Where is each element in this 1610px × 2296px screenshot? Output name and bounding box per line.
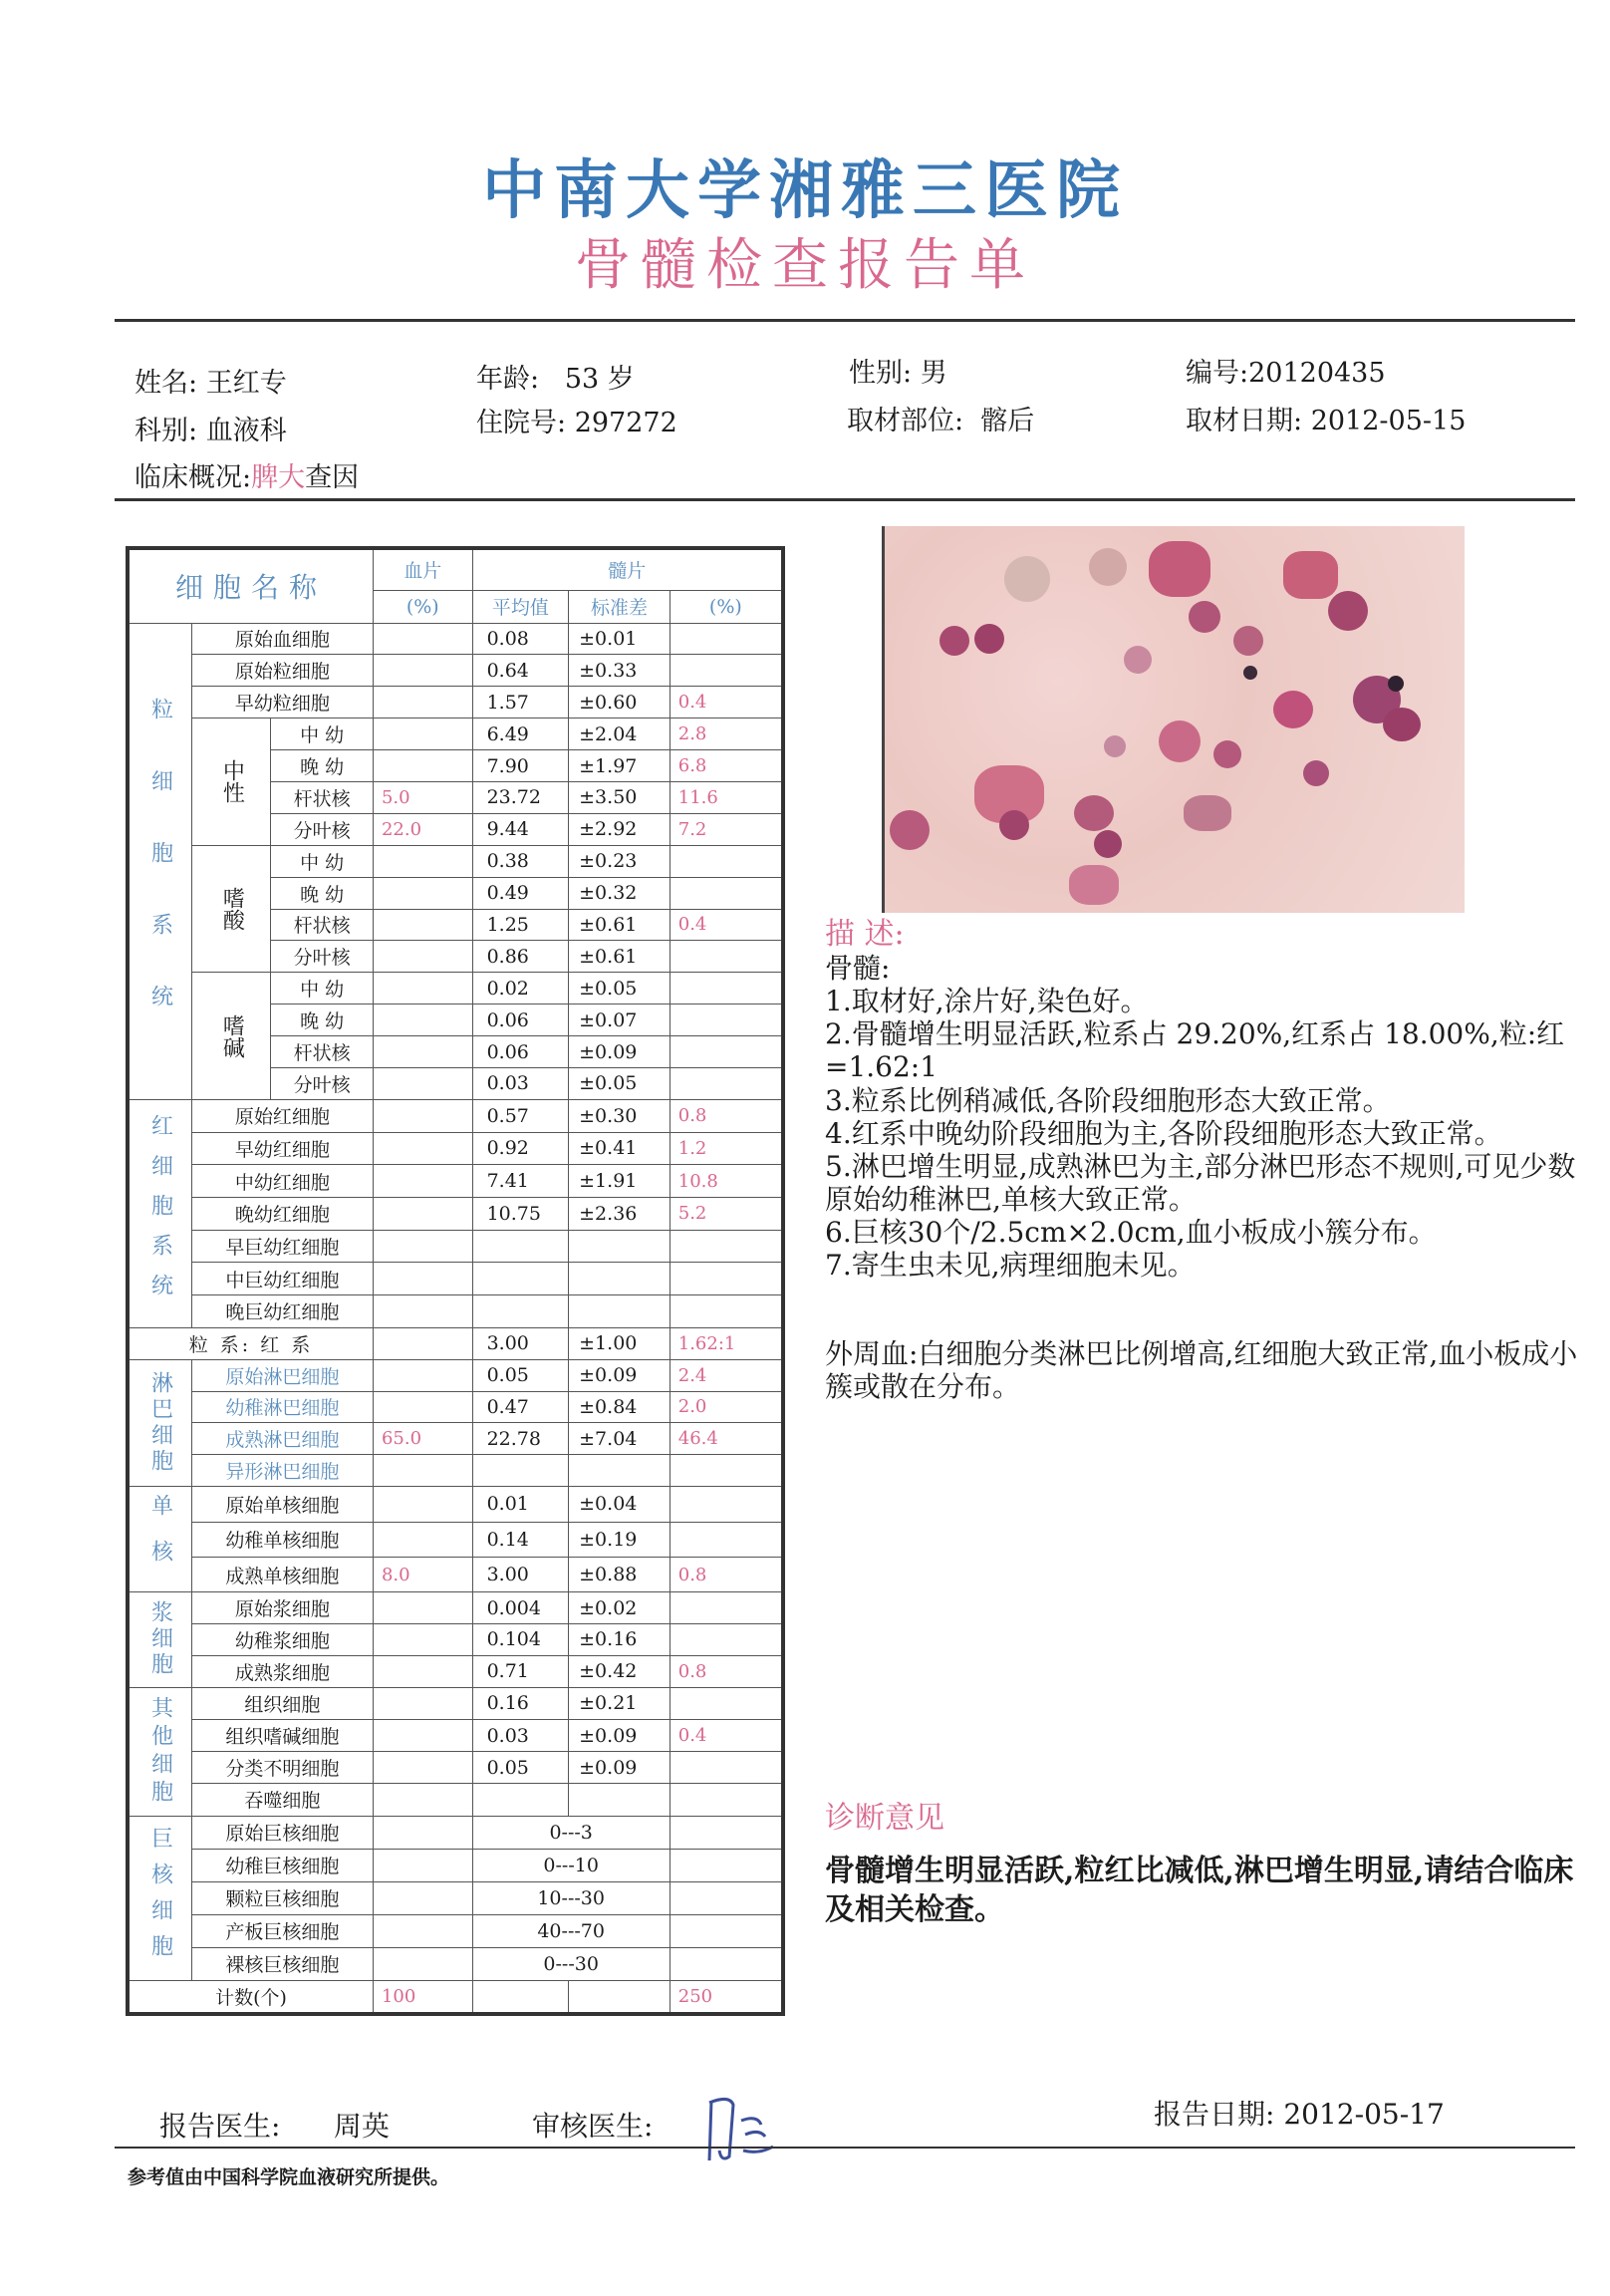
col-cell-name: 细胞名称 bbox=[128, 548, 373, 623]
sex-field: 性别: 男 bbox=[849, 358, 947, 389]
table-row: 幼稚巨核细胞 0---10 bbox=[128, 1849, 783, 1881]
table-row: 杆状核 1.25 ±0.61 0.4 bbox=[128, 909, 783, 941]
table-row: 其他细胞 组织细胞 0.16 ±0.21 bbox=[128, 1687, 783, 1719]
table-row: 晚巨幼红细胞 bbox=[128, 1294, 783, 1327]
table-row: 杆状核 5.0 23.72 ±3.50 11.6 bbox=[128, 781, 783, 813]
table-row: 红细胞系统 原始红细胞 0.57 ±0.30 0.8 bbox=[128, 1099, 783, 1132]
description-line: 7.寄生虫未见,病理细胞未见。 bbox=[825, 1248, 1196, 1282]
description-line: 6.巨核30个/2.5cm×2.0cm,血小板成小簇分布。 bbox=[825, 1215, 1437, 1249]
group-mega: 巨核细胞 bbox=[128, 1816, 191, 1980]
group-erythroid: 红细胞系统 bbox=[128, 1099, 191, 1327]
table-row: 嗜酸 中 幼 0.38 ±0.23 bbox=[128, 845, 783, 877]
col-mean: 平均值 bbox=[472, 590, 569, 623]
table-row-count: 计数(个) 100 250 bbox=[128, 1980, 783, 2014]
table-row: 杆状核 0.06 ±0.09 bbox=[128, 1036, 783, 1068]
description-line: 5.淋巴增生明显,成熟淋巴为主,部分淋巴形态不规则,可见少数原始幼稚淋巴,单核大致正常。 bbox=[825, 1149, 1576, 1216]
age-field: 年龄: 53 岁 bbox=[476, 364, 635, 395]
table-row: 分叶核 22.0 9.44 ±2.92 7.2 bbox=[128, 813, 783, 845]
description-line: 3.粒系比例稍减低,各阶段细胞形态大致正常。 bbox=[825, 1083, 1391, 1117]
table-row: 幼稚单核细胞 0.14 ±0.19 bbox=[128, 1522, 783, 1557]
hospital-name: 中南大学湘雅三医院 bbox=[482, 153, 1128, 228]
col-blood: 血片 bbox=[373, 548, 472, 590]
marrow-smear-image bbox=[882, 526, 1465, 913]
table-row: 幼稚淋巴细胞 0.47 ±0.84 2.0 bbox=[128, 1391, 783, 1423]
table-row: 嗜碱 中 幼 0.02 ±0.05 bbox=[128, 973, 783, 1004]
table-row: 分类不明细胞 0.05 ±0.09 bbox=[128, 1752, 783, 1784]
table-row: 巨核细胞 原始巨核细胞 0---3 bbox=[128, 1816, 783, 1849]
description-line: 骨髓: bbox=[825, 952, 891, 986]
doctor-field: 报告医生: 周英 bbox=[159, 2110, 390, 2143]
divider-info bbox=[115, 498, 1575, 501]
table-row: 晚 幼 0.06 ±0.07 bbox=[128, 1004, 783, 1036]
table-row: 中幼红细胞 7.41 ±1.91 10.8 bbox=[128, 1165, 783, 1198]
col-marrow-pct: (%) bbox=[670, 590, 783, 623]
table-row: 原始血细胞 0.08 ±0.01 bbox=[128, 623, 783, 655]
reviewer-field: 审核医生: bbox=[532, 2110, 654, 2143]
diagnosis-label: 诊断意见 bbox=[825, 1801, 944, 1836]
description-section bbox=[825, 917, 1582, 1403]
table-row: 成熟单核细胞 8.0 3.00 ±0.88 0.8 bbox=[128, 1557, 783, 1591]
table-row: 成熟浆细胞 0.71 ±0.42 0.8 bbox=[128, 1655, 783, 1687]
table-row: 分叶核 0.86 ±0.61 bbox=[128, 941, 783, 973]
description-line: 1.取材好,涂片好,染色好。 bbox=[825, 985, 1149, 1018]
table-row: 晚 幼 0.49 ±0.32 bbox=[128, 877, 783, 909]
report-date-field: 报告日期: 2012-05-17 bbox=[1154, 2098, 1445, 2131]
description-line: 4.红系中晚幼阶段细胞为主,各阶段细胞形态大致正常。 bbox=[825, 1116, 1502, 1150]
diagnosis-section bbox=[825, 1799, 1582, 1929]
divider-bottom bbox=[115, 2147, 1575, 2149]
group-lymph: 淋巴细胞 bbox=[128, 1359, 191, 1487]
table-row: 产板巨核细胞 40---70 bbox=[128, 1914, 783, 1947]
group-eosinophil: 嗜酸 bbox=[191, 845, 270, 973]
table-row: 晚幼红细胞 10.75 ±2.36 5.2 bbox=[128, 1197, 783, 1230]
divider-top bbox=[115, 319, 1575, 322]
table-row: 组织嗜碱细胞 0.03 ±0.09 0.4 bbox=[128, 1720, 783, 1752]
table-row: 裸核巨核细胞 0---30 bbox=[128, 1947, 783, 1980]
clinical-field: 临床概况:脾大查因 bbox=[134, 462, 360, 493]
col-marrow: 髓片 bbox=[472, 548, 783, 590]
reference-note: 参考值由中国科学院血液研究所提供。 bbox=[128, 2166, 450, 2188]
peripheral-blood: 外周血:白细胞分类淋巴比例增高,红细胞大致正常,血小板成小簇或散在分布。 bbox=[825, 1336, 1578, 1403]
report-title: 骨髓检查报告单 bbox=[575, 233, 1035, 298]
dept-field: 科别: 血液科 bbox=[134, 416, 287, 446]
table-row: 异形淋巴细胞 bbox=[128, 1455, 783, 1487]
table-row: 淋巴细胞 原始淋巴细胞 0.05 ±0.09 2.4 bbox=[128, 1359, 783, 1391]
table-row: 晚 幼 7.90 ±1.97 6.8 bbox=[128, 750, 783, 782]
cell-count-table bbox=[126, 546, 785, 2016]
table-row: 中性 中 幼 6.49 ±2.04 2.8 bbox=[128, 718, 783, 750]
table-row: 分叶核 0.03 ±0.05 bbox=[128, 1067, 783, 1099]
table-row: 浆细胞 原始浆细胞 0.004 ±0.02 bbox=[128, 1592, 783, 1624]
inpatient-field: 住院号: 297272 bbox=[476, 408, 677, 438]
description-label: 描 述: bbox=[825, 917, 905, 952]
col-blood-pct: (%) bbox=[373, 590, 472, 623]
reviewer-signature bbox=[699, 2091, 779, 2170]
table-row: 早幼粒细胞 1.57 ±0.60 0.4 bbox=[128, 687, 783, 718]
id-field: 编号:20120435 bbox=[1186, 358, 1386, 389]
table-row: 颗粒巨核细胞 10---30 bbox=[128, 1881, 783, 1914]
table-row: 中巨幼红细胞 bbox=[128, 1263, 783, 1295]
col-sd: 标准差 bbox=[569, 590, 671, 623]
table-row-ratio: 粒 系: 红 系 3.00 ±1.00 1.62:1 bbox=[128, 1327, 783, 1359]
group-mono: 单核 bbox=[128, 1487, 191, 1592]
group-plasma: 浆细胞 bbox=[128, 1592, 191, 1688]
table-row: 早幼红细胞 0.92 ±0.41 1.2 bbox=[128, 1132, 783, 1165]
table-row: 成熟淋巴细胞 65.0 22.78 ±7.04 46.4 bbox=[128, 1423, 783, 1455]
group-other: 其他细胞 bbox=[128, 1687, 191, 1816]
group-basophil: 嗜碱 bbox=[191, 973, 270, 1100]
table-row: 早巨幼红细胞 bbox=[128, 1230, 783, 1263]
table-row: 吞噬细胞 bbox=[128, 1784, 783, 1816]
name-field: 姓名: 王红专 bbox=[134, 368, 287, 399]
sample-date-field: 取材日期: 2012-05-15 bbox=[1186, 406, 1467, 436]
description-line: 2.骨髓增生明显活跃,粒系占 29.20%,红系占 18.00%,粒:红=1.62:1 bbox=[825, 1017, 1565, 1084]
diagnosis-text: 骨髓增生明显活跃,粒红比减低,淋巴增生明显,请结合临床及相关检查。 bbox=[825, 1854, 1574, 1927]
table-row: 单核 原始单核细胞 0.01 ±0.04 bbox=[128, 1487, 783, 1522]
group-granulocyte: 粒细胞系统 bbox=[128, 655, 191, 1099]
table-row: 幼稚浆细胞 0.104 ±0.16 bbox=[128, 1624, 783, 1656]
group-neutrophil: 中性 bbox=[191, 718, 270, 846]
site-field: 取材部位: 髂后 bbox=[847, 406, 1035, 436]
table-row: 粒细胞系统 原始粒细胞 0.64 ±0.33 bbox=[128, 655, 783, 687]
